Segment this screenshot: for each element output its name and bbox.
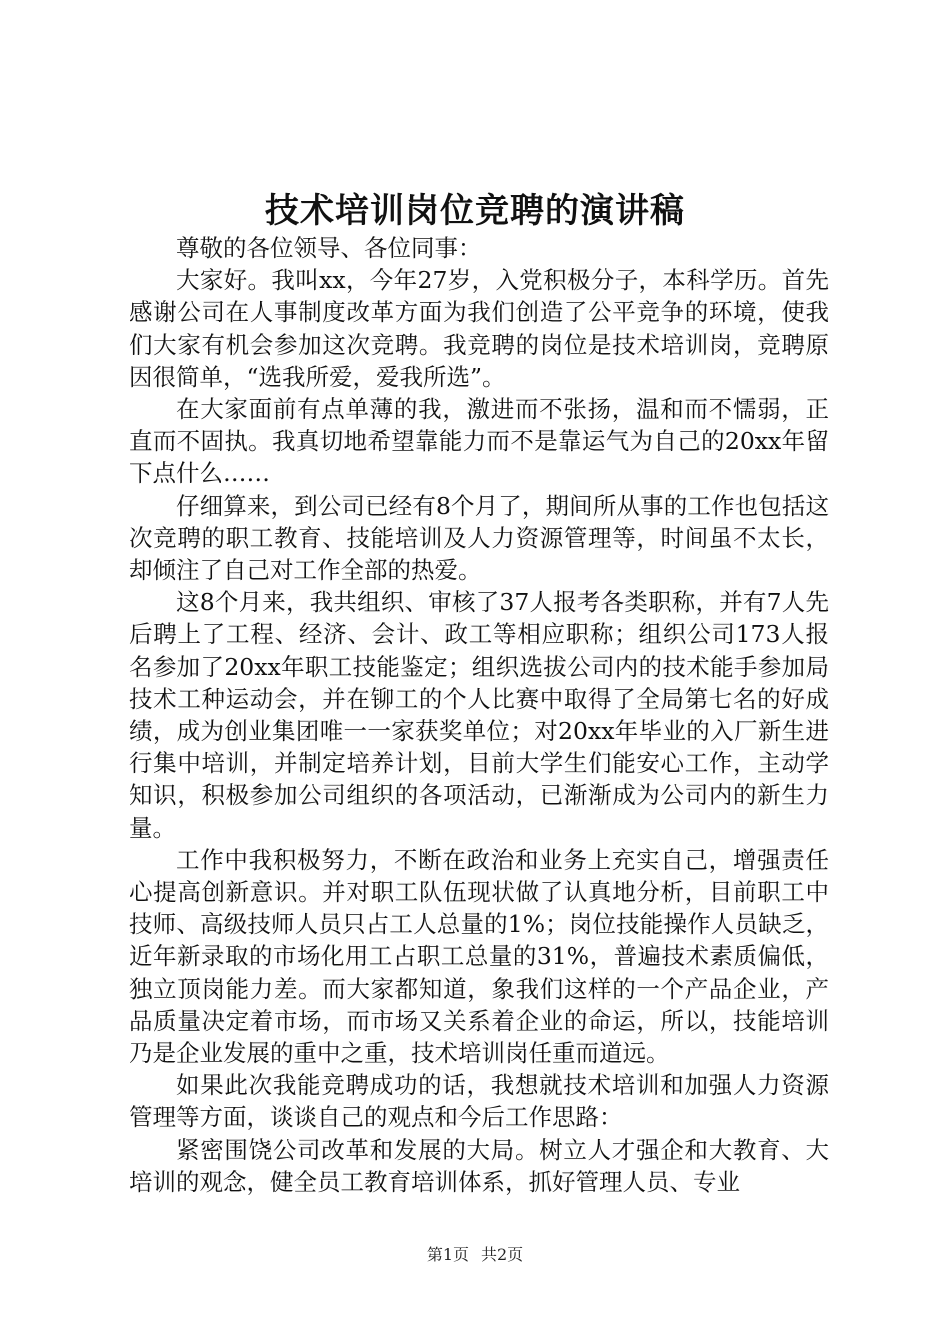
body-paragraph: 在大家面前有点单薄的我，激进而不张扬，温和而不懦弱，正直而不固执。我真切地希望靠能力而不是靠运气为自己的20xx年留下点什么…… [129,395,829,488]
page-footer [0,1244,950,1266]
salutation-paragraph: 尊敬的各位领导、各位同事： [176,234,482,262]
body-paragraph: 大家好。我叫xx，今年27岁，入党积极分子，本科学历。首先感谢公司在人事制度改革方面为我们创造了公平竞争的环境，使我们大家有机会参加这次竞聘。我竞聘的岗位是技术培训岗，竞聘原因很简单，“选我所爱，爱我所选”。 [129,266,829,391]
total-pages: 共2页 [481,1245,524,1264]
body-paragraph: 如果此次我能竞聘成功的话，我想就技术培训和加强人力资源管理等方面，谈谈自己的观点和今后工作思路： [129,1071,829,1132]
body-paragraph: 紧密围饶公司改革和发展的大局。树立人才强企和大教育、大培训的观念，健全员工教育培训体系，抓好管理人员、专业 [129,1135,829,1196]
body-paragraph: 工作中我积极努力，不断在政治和业务上充实自己，增强责任心提高创新意识。并对职工队伍现状做了认真地分析，目前职工中技师、高级技师人员只占工人总量的1%；岗位技能操作人员缺乏，近年新录取的市场化用工占职工总量的31%，普遍技术素质偏低，独立顶岗能力差。而大家都知道，象我们这样的一个产品企业，产品质量决定着市场，而市场又关系着企业的命运，所以，技能培训乃是企业发展的重中之重，技术培训岗任重而道远。 [129,845,829,1068]
document-title: 技术培训岗位竞聘的演讲稿 [265,191,685,231]
document-body [129,232,829,1198]
body-paragraph: 这8个月来，我共组织、审核了37人报考各类职称，并有7人先后聘上了工程、经济、会计、政工等相应职称；组织公司173人报名参加了20xx年职工技能鉴定；组织选拔公司内的技术能手参加局技术工种运动会，并在铆工的个人比赛中取得了全局第七名的好成绩，成为创业集团唯一一家获奖单位；对20xx年毕业的入厂新生进行集中培训，并制定培养计划，目前大学生们能安心工作，主动学知识，积极参加公司组织的各项活动，已渐渐成为公司内的新生力量。 [129,588,829,842]
body-paragraph: 仔细算来，到公司已经有8个月了，期间所从事的工作也包括这次竞聘的职工教育、技能培训及人力资源管理等，时间虽不太长，却倾注了自己对工作全部的热爱。 [129,491,829,585]
page-number: 第1页 [426,1245,469,1264]
